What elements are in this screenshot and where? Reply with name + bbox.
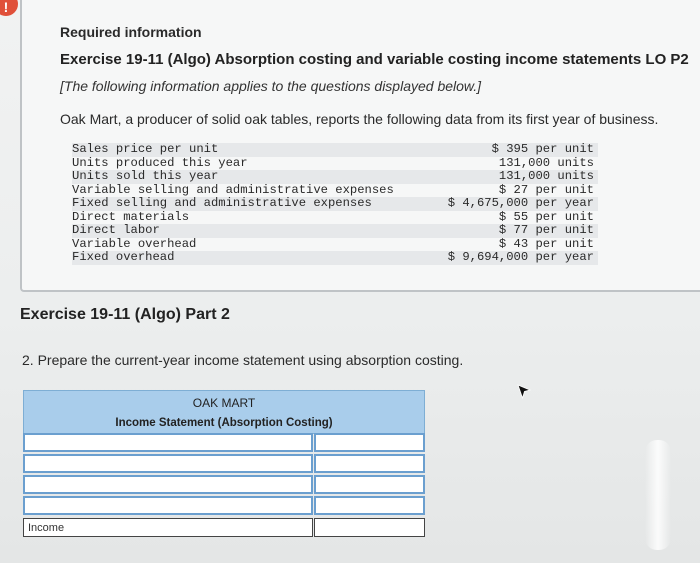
data-label: Units sold this year xyxy=(72,169,219,183)
required-info-label: Required information xyxy=(60,24,202,40)
row-amount-input[interactable] xyxy=(314,475,425,494)
income-statement xyxy=(23,390,425,538)
row-amount-input[interactable] xyxy=(314,454,425,473)
data-table xyxy=(72,143,598,265)
statement-heading: Income Statement (Absorption Costing) xyxy=(115,417,333,429)
data-row xyxy=(72,170,598,184)
statement-row xyxy=(23,496,425,515)
info-note: [The following information applies to the questions displayed below.] xyxy=(60,78,482,94)
row-amount-input[interactable] xyxy=(314,433,425,452)
statement-header xyxy=(23,390,425,434)
data-row xyxy=(72,143,598,157)
data-value: $ 43 per unit xyxy=(498,236,594,251)
data-row xyxy=(72,197,598,211)
data-label: Direct labor xyxy=(72,223,160,237)
part-title: Exercise 19-11 (Algo) Part 2 xyxy=(20,306,230,323)
row-label-input[interactable] xyxy=(23,454,313,473)
row-label-input[interactable] xyxy=(23,433,313,452)
data-row xyxy=(72,157,598,171)
alert-icon: ! xyxy=(0,0,18,16)
data-row xyxy=(72,251,598,265)
income-amount-input[interactable] xyxy=(314,518,425,537)
statement-company: OAK MART xyxy=(192,396,256,410)
row-label-input[interactable] xyxy=(23,475,313,494)
data-label: Variable selling and administrative expenses xyxy=(72,182,394,197)
income-label: Income xyxy=(23,518,313,537)
data-value: $ 77 per unit xyxy=(498,223,594,237)
data-value: $ 55 per unit xyxy=(498,209,594,224)
question-text: 2. Prepare the current-year income statement using absorption costing. xyxy=(22,352,464,368)
statement-row xyxy=(23,454,425,473)
exercise-title: Exercise 19-11 (Algo) Absorption costing and variable costing income statements LO P2 xyxy=(60,51,689,68)
data-label: Sales price per unit xyxy=(72,142,219,156)
data-row xyxy=(72,224,598,238)
screen-glare xyxy=(645,440,671,550)
data-row xyxy=(72,238,598,252)
data-value: $ 395 per unit xyxy=(491,142,594,156)
data-row xyxy=(72,184,598,198)
statement-row xyxy=(23,475,425,494)
data-label: Direct materials xyxy=(72,209,190,224)
data-value: $ 9,694,000 per year xyxy=(447,250,594,264)
statement-row xyxy=(23,433,425,452)
data-label: Units produced this year xyxy=(72,155,248,170)
data-value: $ 4,675,000 per year xyxy=(447,196,594,210)
row-label-input[interactable] xyxy=(23,496,313,515)
data-label: Fixed overhead xyxy=(72,250,175,264)
data-label: Fixed selling and administrative expenses xyxy=(72,196,372,210)
income-row xyxy=(23,518,425,537)
row-amount-input[interactable] xyxy=(314,496,425,515)
data-value: 131,000 units xyxy=(498,155,594,170)
data-row xyxy=(72,211,598,225)
data-value: $ 27 per unit xyxy=(498,182,594,197)
data-label: Variable overhead xyxy=(72,236,197,251)
mouse-pointer-icon xyxy=(517,384,531,400)
intro-text: Oak Mart, a producer of solid oak tables, reports the following data from its first year of business. xyxy=(60,111,659,127)
data-value: 131,000 units xyxy=(498,169,594,183)
